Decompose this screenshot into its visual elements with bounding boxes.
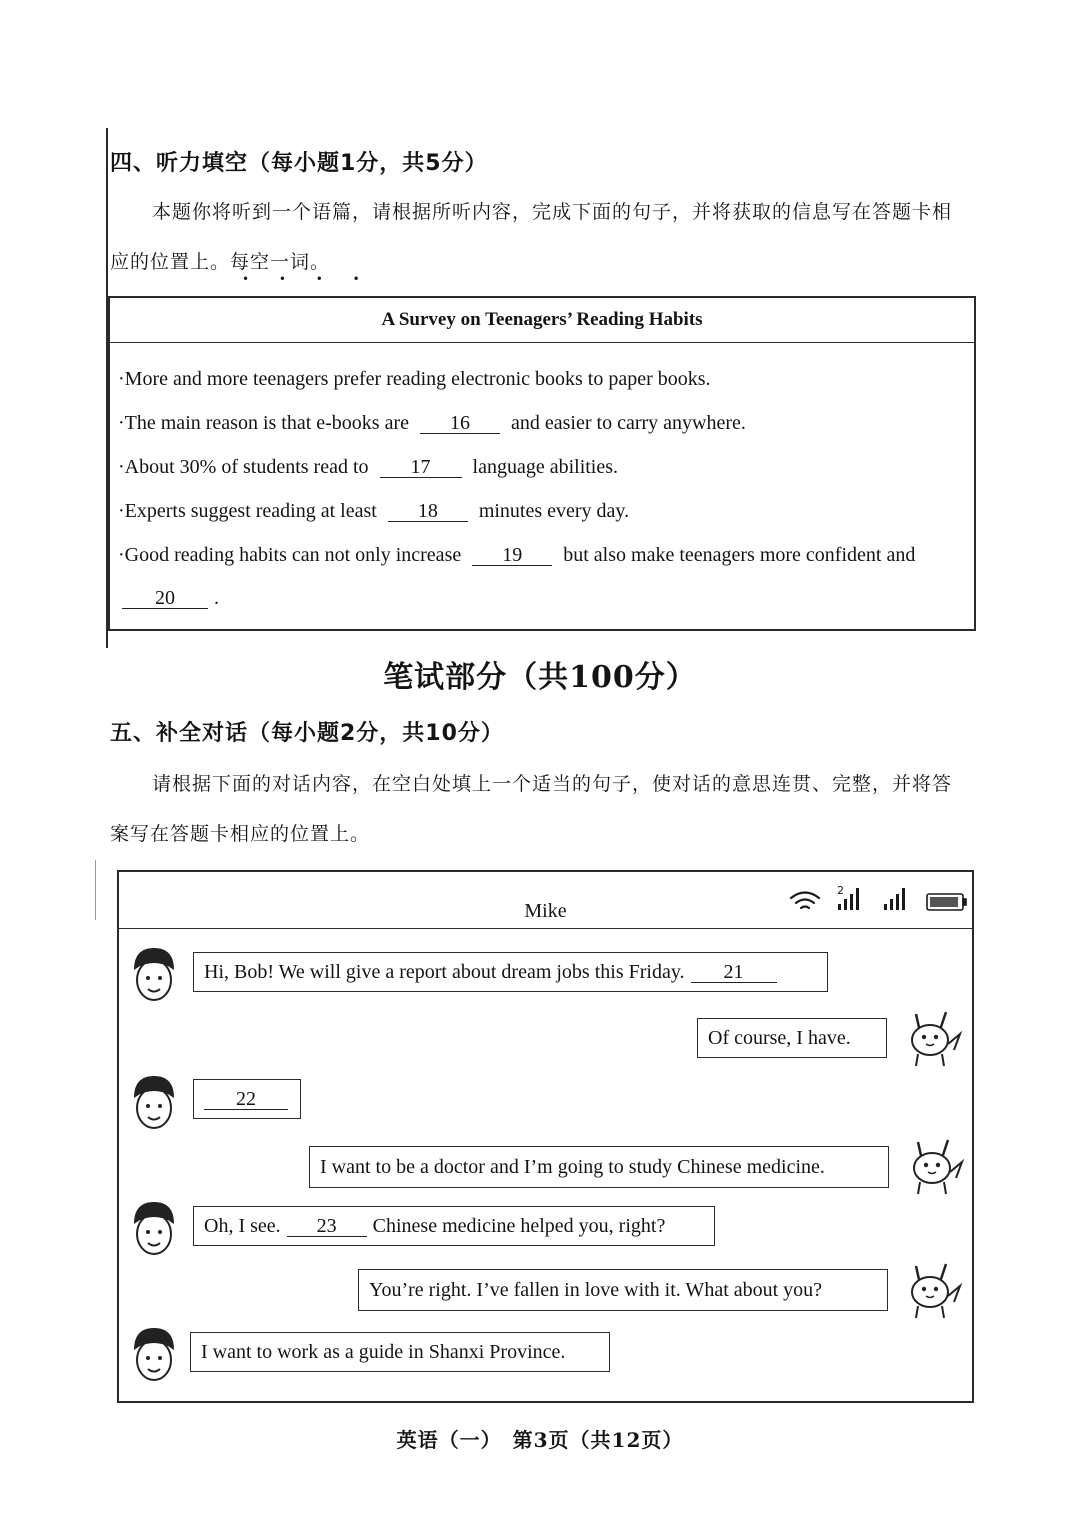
- emphasis-dots: • • • •: [242, 272, 373, 286]
- boy-avatar-icon: [128, 1072, 180, 1132]
- section4-instruction-line2: 应的位置上。每空一词。: [110, 251, 331, 273]
- message-text: I want to work as a guide in Shanxi Province.: [201, 1340, 566, 1363]
- message-text: I want to be a doctor and I’m going to study Chinese medicine.: [320, 1155, 825, 1178]
- message-text: Hi, Bob! We will give a report about dream jobs this Friday.: [204, 960, 685, 983]
- chat-bubble-1: [193, 952, 828, 992]
- chat-bubble-7: [190, 1332, 610, 1372]
- survey-line-text: language abilities.: [472, 456, 619, 478]
- chat-contact-name: Mike: [524, 900, 567, 922]
- answer-blank-16[interactable]: 16: [420, 413, 500, 434]
- survey-line-2: [118, 412, 746, 435]
- survey-line-text: ·More and more teenagers prefer reading electronic books to paper books.: [118, 368, 711, 390]
- written-part-title: 笔试部分（共100分）: [383, 660, 697, 695]
- survey-line-5: [118, 544, 915, 567]
- signal-label-text: 2: [837, 884, 844, 897]
- survey-line-1: [118, 368, 711, 391]
- message-text: Of course, I have.: [708, 1026, 851, 1049]
- chat-bubble-6: [358, 1269, 888, 1311]
- section5-instruction-line1: 请根据下面的对话内容，在空白处填上一个适当的句子，使对话的意思连贯、完整，并将答: [152, 773, 953, 795]
- survey-title: A Survey on Teenagers’ Reading Habits: [381, 309, 703, 330]
- survey-line-text: ·The main reason is that e-books are: [118, 412, 410, 434]
- message-text: You’re right. I’ve fallen in love with it. What about you?: [369, 1278, 823, 1301]
- section5-heading: 五、补全对话（每小题2分，共10分）: [110, 721, 504, 746]
- message-text: Chinese medicine helped you, right?: [372, 1214, 666, 1237]
- answer-blank-22[interactable]: 22: [204, 1089, 288, 1110]
- survey-line-text: but also make teenagers more confident and: [563, 544, 916, 566]
- battery-icon: [927, 894, 966, 910]
- survey-box: [108, 296, 976, 631]
- answer-blank-17[interactable]: 17: [380, 457, 462, 478]
- page-footer: 英语（一） 第3页（共12页）: [396, 1428, 684, 1452]
- survey-line-text: and easier to carry anywhere.: [511, 412, 746, 434]
- survey-title-row: [110, 298, 974, 343]
- chat-bubble-2: [697, 1018, 887, 1058]
- answer-blank-23[interactable]: 23: [287, 1216, 367, 1237]
- survey-line-4: [118, 500, 629, 523]
- status-bar-icons: [787, 882, 967, 916]
- survey-line-3: [118, 456, 618, 479]
- answer-blank-21[interactable]: 21: [691, 962, 777, 983]
- pikachu-avatar-icon: [898, 1004, 964, 1070]
- boy-avatar-icon: [128, 1324, 180, 1384]
- answer-blank-19[interactable]: 19: [472, 545, 552, 566]
- pikachu-avatar-icon: [898, 1256, 964, 1322]
- chat-window: [117, 870, 974, 1403]
- survey-line-6: [122, 587, 219, 610]
- survey-line-text: ·Good reading habits can not only increase: [118, 544, 462, 566]
- pikachu-avatar-icon: [900, 1132, 966, 1198]
- section4-heading: 四、听力填空（每小题1分，共5分）: [110, 151, 488, 176]
- chat-header: [119, 872, 972, 929]
- section4-instruction-line1: 本题你将听到一个语篇，请根据所听内容，完成下面的句子，并将获取的信息写在答题卡相: [152, 201, 953, 223]
- chat-bubble-4: [309, 1146, 889, 1188]
- message-text: Oh, I see.: [204, 1214, 281, 1237]
- chat-bubble-5: [193, 1206, 715, 1246]
- answer-blank-20[interactable]: 20: [122, 588, 208, 609]
- wifi-icon: [791, 893, 819, 909]
- section5-instruction-line2: 案写在答题卡相应的位置上。: [110, 823, 371, 845]
- chat-bubble-3: [193, 1079, 301, 1119]
- survey-line-text: minutes every day.: [478, 500, 630, 522]
- margin-line-faint: [95, 860, 96, 920]
- boy-avatar-icon: [128, 1198, 180, 1258]
- boy-avatar-icon: [128, 944, 180, 1004]
- survey-line-text: .: [214, 587, 219, 609]
- answer-blank-18[interactable]: 18: [388, 501, 468, 522]
- signal-bars-icon-2: [884, 888, 905, 910]
- survey-line-text: ·About 30% of students read to: [118, 456, 369, 478]
- survey-line-text: ·Experts suggest reading at least: [118, 500, 377, 522]
